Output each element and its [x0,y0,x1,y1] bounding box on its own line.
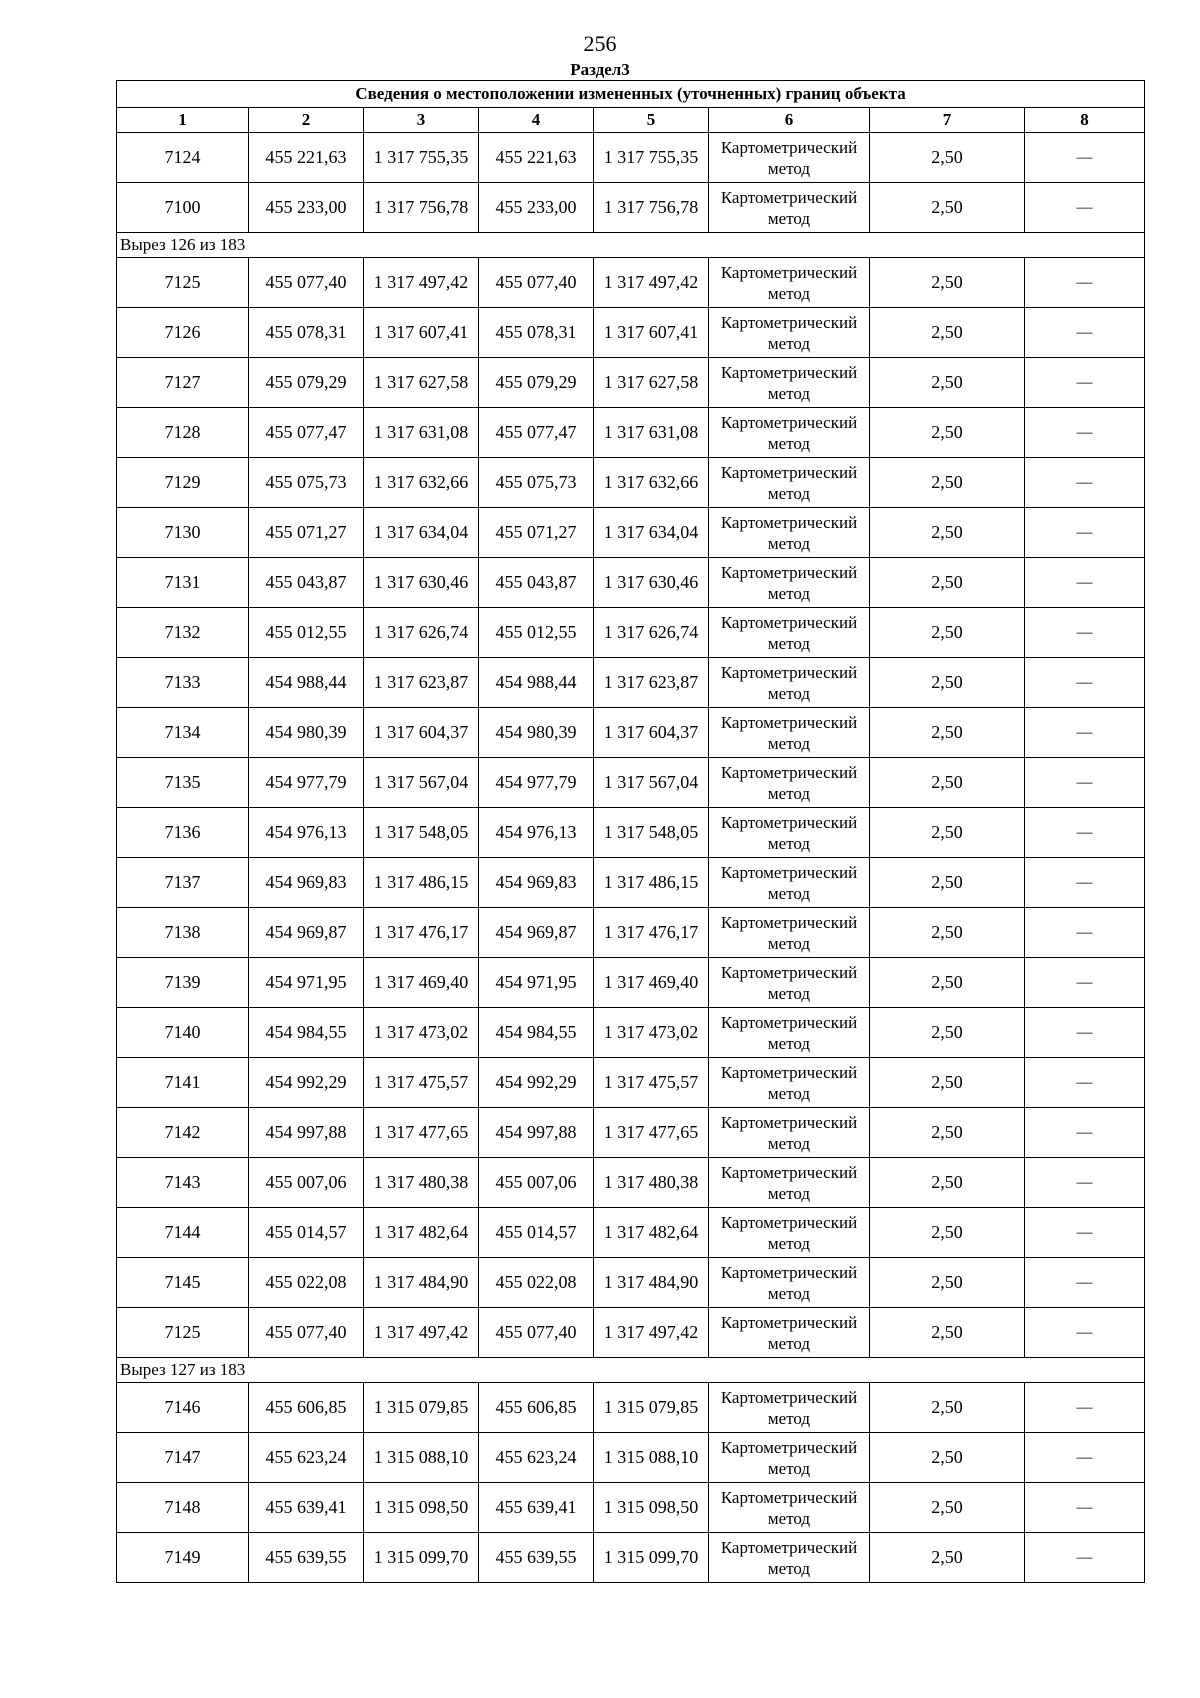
cell-description: — [1025,958,1145,1008]
cell-x-old: 454 992,29 [249,1058,364,1108]
cell-y-new: 1 317 632,66 [594,458,709,508]
cell-description: — [1025,1158,1145,1208]
table-row [117,1308,1145,1358]
table-row [117,183,1145,233]
cell-x-old: 455 012,55 [249,608,364,658]
cell-x-old: 455 071,27 [249,508,364,558]
cell-x-old: 454 997,88 [249,1108,364,1158]
cell-accuracy: 2,50 [870,558,1025,608]
cell-method: Картометрический метод [709,1533,870,1583]
cell-point-number: 7127 [117,358,249,408]
column-header-3: 3 [364,108,479,133]
cell-method: Картометрический метод [709,358,870,408]
cell-method: Картометрический метод [709,1008,870,1058]
cell-y-new: 1 317 469,40 [594,958,709,1008]
cell-y-old: 1 317 475,57 [364,1058,479,1108]
cell-y-old: 1 317 497,42 [364,1308,479,1358]
cell-y-old: 1 317 484,90 [364,1258,479,1308]
cell-x-old: 455 077,40 [249,258,364,308]
coordinates-table [116,80,1145,1583]
cell-method: Картометрический метод [709,758,870,808]
cell-method: Картометрический метод [709,308,870,358]
cell-y-old: 1 317 623,87 [364,658,479,708]
cell-point-number: 7146 [117,1383,249,1433]
cell-point-number: 7145 [117,1258,249,1308]
cell-point-number: 7128 [117,408,249,458]
cell-accuracy: 2,50 [870,1433,1025,1483]
cell-y-old: 1 317 627,58 [364,358,479,408]
cell-y-new: 1 317 755,35 [594,133,709,183]
cell-y-new: 1 317 476,17 [594,908,709,958]
cell-point-number: 7134 [117,708,249,758]
cell-y-new: 1 317 475,57 [594,1058,709,1108]
cell-x-new: 455 639,41 [479,1483,594,1533]
cell-x-new: 455 077,47 [479,408,594,458]
cell-description: — [1025,1008,1145,1058]
cell-description: — [1025,1308,1145,1358]
cell-x-old: 454 971,95 [249,958,364,1008]
cell-point-number: 7100 [117,183,249,233]
cell-x-old: 455 623,24 [249,1433,364,1483]
cell-x-new: 454 976,13 [479,808,594,858]
table-row [117,558,1145,608]
cell-y-old: 1 317 626,74 [364,608,479,658]
cell-description: — [1025,1433,1145,1483]
cell-accuracy: 2,50 [870,1208,1025,1258]
cell-x-new: 454 977,79 [479,758,594,808]
table-row [117,408,1145,458]
cell-point-number: 7136 [117,808,249,858]
cell-y-old: 1 317 755,35 [364,133,479,183]
cell-x-old: 455 639,41 [249,1483,364,1533]
cell-accuracy: 2,50 [870,958,1025,1008]
cell-y-new: 1 317 627,58 [594,358,709,408]
cell-description: — [1025,458,1145,508]
cell-accuracy: 2,50 [870,658,1025,708]
cell-x-new: 455 077,40 [479,258,594,308]
cell-accuracy: 2,50 [870,183,1025,233]
cell-y-new: 1 317 567,04 [594,758,709,808]
column-header-7: 7 [870,108,1025,133]
table-title: Сведения о местоположении измененных (уточненных) границ объекта [117,81,1145,108]
table-row [117,358,1145,408]
cell-y-new: 1 317 631,08 [594,408,709,458]
cell-x-new: 455 623,24 [479,1433,594,1483]
cell-accuracy: 2,50 [870,408,1025,458]
table-row [117,1158,1145,1208]
cell-x-new: 455 079,29 [479,358,594,408]
page-number: 256 [583,31,617,56]
table-row [117,133,1145,183]
cell-accuracy: 2,50 [870,458,1025,508]
table-row [117,908,1145,958]
cell-y-new: 1 317 497,42 [594,258,709,308]
cell-method: Картометрический метод [709,1433,870,1483]
table-row [117,1433,1145,1483]
cell-x-new: 454 980,39 [479,708,594,758]
cell-x-old: 455 007,06 [249,1158,364,1208]
cell-description: — [1025,858,1145,908]
cell-y-new: 1 317 484,90 [594,1258,709,1308]
cell-point-number: 7125 [117,258,249,308]
cell-point-number: 7133 [117,658,249,708]
cell-y-old: 1 317 548,05 [364,808,479,858]
cell-method: Картометрический метод [709,1308,870,1358]
cell-point-number: 7130 [117,508,249,558]
cell-point-number: 7148 [117,1483,249,1533]
table-row [117,1058,1145,1108]
cell-accuracy: 2,50 [870,1383,1025,1433]
cell-description: — [1025,758,1145,808]
cell-method: Картометрический метод [709,608,870,658]
cell-x-old: 455 233,00 [249,183,364,233]
cell-point-number: 7129 [117,458,249,508]
table-row [117,1533,1145,1583]
cell-x-old: 454 969,83 [249,858,364,908]
cell-y-new: 1 317 482,64 [594,1208,709,1258]
cell-method: Картометрический метод [709,958,870,1008]
cell-point-number: 7144 [117,1208,249,1258]
cell-x-new: 454 992,29 [479,1058,594,1108]
cell-y-new: 1 317 756,78 [594,183,709,233]
cell-x-new: 455 233,00 [479,183,594,233]
cell-point-number: 7141 [117,1058,249,1108]
column-header-6: 6 [709,108,870,133]
table-row [117,808,1145,858]
cell-x-old: 454 977,79 [249,758,364,808]
cell-accuracy: 2,50 [870,1058,1025,1108]
table-row [117,958,1145,1008]
column-header-1: 1 [117,108,249,133]
cell-x-new: 455 007,06 [479,1158,594,1208]
cell-x-old: 455 077,40 [249,1308,364,1358]
cell-y-old: 1 317 604,37 [364,708,479,758]
cell-x-new: 454 997,88 [479,1108,594,1158]
table-row [117,608,1145,658]
cell-x-new: 455 071,27 [479,508,594,558]
cell-accuracy: 2,50 [870,508,1025,558]
cell-x-old: 455 639,55 [249,1533,364,1583]
cell-description: — [1025,358,1145,408]
cell-accuracy: 2,50 [870,1158,1025,1208]
cell-y-new: 1 317 480,38 [594,1158,709,1208]
table-row [117,858,1145,908]
cell-y-new: 1 317 477,65 [594,1108,709,1158]
cell-description: — [1025,708,1145,758]
cell-method: Картометрический метод [709,1208,870,1258]
cell-x-old: 454 988,44 [249,658,364,708]
cell-y-old: 1 317 631,08 [364,408,479,458]
cell-point-number: 7135 [117,758,249,808]
cell-point-number: 7143 [117,1158,249,1208]
cell-x-old: 455 014,57 [249,1208,364,1258]
cell-y-new: 1 315 099,70 [594,1533,709,1583]
cell-y-old: 1 317 497,42 [364,258,479,308]
cell-y-old: 1 317 482,64 [364,1208,479,1258]
cell-y-old: 1 315 079,85 [364,1383,479,1433]
cell-description: — [1025,183,1145,233]
cell-method: Картометрический метод [709,708,870,758]
cell-y-old: 1 317 473,02 [364,1008,479,1058]
cell-y-new: 1 317 497,42 [594,1308,709,1358]
cell-x-new: 455 014,57 [479,1208,594,1258]
cell-description: — [1025,608,1145,658]
cell-x-new: 455 639,55 [479,1533,594,1583]
cell-point-number: 7137 [117,858,249,908]
cell-description: — [1025,1533,1145,1583]
cell-y-old: 1 315 099,70 [364,1533,479,1583]
cell-y-new: 1 317 473,02 [594,1008,709,1058]
cell-x-old: 455 221,63 [249,133,364,183]
cell-x-old: 455 043,87 [249,558,364,608]
table-row [117,758,1145,808]
table-row [117,1383,1145,1433]
cell-method: Картометрический метод [709,458,870,508]
cell-method: Картометрический метод [709,508,870,558]
cell-method: Картометрический метод [709,558,870,608]
column-header-2: 2 [249,108,364,133]
cell-y-old: 1 317 756,78 [364,183,479,233]
table-row [117,1258,1145,1308]
cell-description: — [1025,1208,1145,1258]
cell-y-new: 1 317 548,05 [594,808,709,858]
cell-point-number: 7124 [117,133,249,183]
table-body [117,133,1145,1583]
cell-x-new: 454 971,95 [479,958,594,1008]
cell-y-old: 1 315 088,10 [364,1433,479,1483]
cell-method: Картометрический метод [709,858,870,908]
cell-method: Картометрический метод [709,1483,870,1533]
cell-y-old: 1 317 634,04 [364,508,479,558]
cell-accuracy: 2,50 [870,758,1025,808]
cell-method: Картометрический метод [709,658,870,708]
table-row [117,508,1145,558]
cell-y-old: 1 317 476,17 [364,908,479,958]
cell-y-old: 1 317 477,65 [364,1108,479,1158]
cell-y-old: 1 317 630,46 [364,558,479,608]
cell-y-new: 1 317 623,87 [594,658,709,708]
cell-x-new: 455 221,63 [479,133,594,183]
cell-y-old: 1 315 098,50 [364,1483,479,1533]
cell-y-old: 1 317 486,15 [364,858,479,908]
cell-x-new: 455 078,31 [479,308,594,358]
group-label: Вырез 126 из 183 [117,233,1145,258]
cell-method: Картометрический метод [709,133,870,183]
cell-x-old: 455 022,08 [249,1258,364,1308]
cell-y-old: 1 317 480,38 [364,1158,479,1208]
cell-accuracy: 2,50 [870,358,1025,408]
cell-point-number: 7131 [117,558,249,608]
table-row [117,308,1145,358]
cell-x-old: 454 969,87 [249,908,364,958]
cell-point-number: 7147 [117,1433,249,1483]
cell-x-new: 455 077,40 [479,1308,594,1358]
cell-y-old: 1 317 469,40 [364,958,479,1008]
cell-x-new: 455 022,08 [479,1258,594,1308]
cell-x-new: 455 012,55 [479,608,594,658]
cell-point-number: 7139 [117,958,249,1008]
table-row [117,1108,1145,1158]
section-title: Раздел3 [570,60,630,79]
table-row [117,1208,1145,1258]
cell-x-new: 454 988,44 [479,658,594,708]
cell-y-old: 1 317 607,41 [364,308,479,358]
cell-x-old: 454 984,55 [249,1008,364,1058]
table-row [117,658,1145,708]
cell-method: Картометрический метод [709,1058,870,1108]
cell-y-new: 1 315 098,50 [594,1483,709,1533]
cell-y-new: 1 317 634,04 [594,508,709,558]
cell-description: — [1025,558,1145,608]
cell-point-number: 7126 [117,308,249,358]
cell-description: — [1025,1483,1145,1533]
cell-point-number: 7125 [117,1308,249,1358]
cell-method: Картометрический метод [709,1158,870,1208]
cell-description: — [1025,808,1145,858]
cell-accuracy: 2,50 [870,1258,1025,1308]
cell-description: — [1025,1383,1145,1433]
column-header-row [117,108,1145,133]
cell-accuracy: 2,50 [870,1008,1025,1058]
cell-method: Картометрический метод [709,183,870,233]
cell-x-old: 454 976,13 [249,808,364,858]
cell-x-old: 455 079,29 [249,358,364,408]
cell-description: — [1025,408,1145,458]
cell-method: Картометрический метод [709,1258,870,1308]
cell-description: — [1025,1108,1145,1158]
cell-y-new: 1 317 604,37 [594,708,709,758]
cell-x-new: 455 606,85 [479,1383,594,1433]
cell-description: — [1025,258,1145,308]
cell-accuracy: 2,50 [870,808,1025,858]
cell-method: Картометрический метод [709,408,870,458]
cell-x-old: 455 078,31 [249,308,364,358]
cell-x-old: 455 606,85 [249,1383,364,1433]
cell-x-new: 454 984,55 [479,1008,594,1058]
cell-method: Картометрический метод [709,1383,870,1433]
group-row [117,1358,1145,1383]
cell-accuracy: 2,50 [870,308,1025,358]
cell-description: — [1025,908,1145,958]
cell-description: — [1025,658,1145,708]
table-row [117,258,1145,308]
cell-accuracy: 2,50 [870,1108,1025,1158]
cell-y-new: 1 315 079,85 [594,1383,709,1433]
table-row [117,1483,1145,1533]
cell-accuracy: 2,50 [870,708,1025,758]
cell-accuracy: 2,50 [870,258,1025,308]
column-header-5: 5 [594,108,709,133]
table-row [117,458,1145,508]
cell-description: — [1025,133,1145,183]
cell-x-new: 455 043,87 [479,558,594,608]
cell-accuracy: 2,50 [870,858,1025,908]
cell-point-number: 7149 [117,1533,249,1583]
column-header-4: 4 [479,108,594,133]
cell-y-old: 1 317 632,66 [364,458,479,508]
cell-method: Картометрический метод [709,908,870,958]
cell-description: — [1025,508,1145,558]
group-row [117,233,1145,258]
cell-x-new: 455 075,73 [479,458,594,508]
cell-point-number: 7138 [117,908,249,958]
cell-x-old: 455 077,47 [249,408,364,458]
cell-accuracy: 2,50 [870,908,1025,958]
table-row [117,708,1145,758]
cell-accuracy: 2,50 [870,608,1025,658]
cell-description: — [1025,308,1145,358]
cell-method: Картометрический метод [709,258,870,308]
table-row [117,1008,1145,1058]
cell-description: — [1025,1258,1145,1308]
column-header-8: 8 [1025,108,1145,133]
cell-y-new: 1 315 088,10 [594,1433,709,1483]
cell-method: Картометрический метод [709,808,870,858]
cell-accuracy: 2,50 [870,1483,1025,1533]
cell-description: — [1025,1058,1145,1108]
cell-x-new: 454 969,87 [479,908,594,958]
cell-x-new: 454 969,83 [479,858,594,908]
cell-y-old: 1 317 567,04 [364,758,479,808]
cell-y-new: 1 317 486,15 [594,858,709,908]
group-label: Вырез 127 из 183 [117,1358,1145,1383]
cell-y-new: 1 317 630,46 [594,558,709,608]
cell-x-old: 455 075,73 [249,458,364,508]
cell-accuracy: 2,50 [870,1308,1025,1358]
cell-point-number: 7140 [117,1008,249,1058]
cell-y-new: 1 317 607,41 [594,308,709,358]
cell-method: Картометрический метод [709,1108,870,1158]
cell-accuracy: 2,50 [870,133,1025,183]
cell-accuracy: 2,50 [870,1533,1025,1583]
cell-point-number: 7142 [117,1108,249,1158]
cell-x-old: 454 980,39 [249,708,364,758]
cell-y-new: 1 317 626,74 [594,608,709,658]
cell-point-number: 7132 [117,608,249,658]
